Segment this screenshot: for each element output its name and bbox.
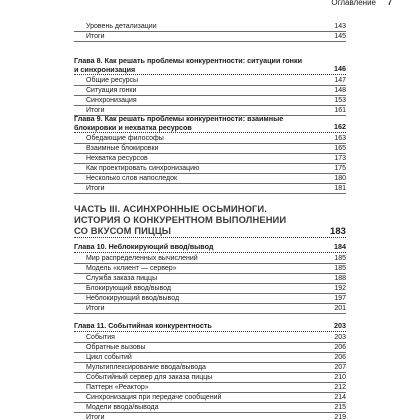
toc-entry-page: 188 <box>334 275 346 282</box>
chapter-heading[interactable] <box>74 321 346 331</box>
toc-entry-page: 212 <box>334 384 346 391</box>
toc-entry[interactable] <box>74 164 346 174</box>
toc-entry-title: Событийный сервер для заказа пиццы <box>86 374 213 381</box>
toc-entry-title: Итоги <box>86 414 105 420</box>
toc-entry-page: 180 <box>334 175 346 182</box>
toc-entry[interactable] <box>74 86 346 96</box>
toc-entry-title: События <box>86 334 115 341</box>
toc-entry-page: 148 <box>334 87 346 94</box>
toc-entry-page: 181 <box>334 185 346 192</box>
toc-entry[interactable] <box>74 274 346 284</box>
toc-entry-title: Синхронизация при передаче сообщений <box>86 394 222 401</box>
running-head-page-number: 7 <box>387 0 392 7</box>
toc-entry[interactable] <box>74 32 346 42</box>
toc-entry[interactable] <box>74 393 346 403</box>
toc-entry[interactable] <box>74 343 346 353</box>
toc-entry-title: Итоги <box>86 107 105 114</box>
toc-entry[interactable] <box>74 154 346 164</box>
toc-entry-title: Обратные вызовы <box>86 344 146 351</box>
toc-block-top <box>74 22 346 42</box>
toc-entry-title: Служба заказа пиццы <box>86 275 158 282</box>
toc-entry-title: Итоги <box>86 305 105 312</box>
chapter-title-line2: блокировки и нехватка ресурсов <box>74 123 192 132</box>
toc-entry-page: 206 <box>334 344 346 351</box>
toc-chapter-9 <box>74 114 346 194</box>
chapter-rule <box>74 331 346 332</box>
chapter-page: 162 <box>334 122 346 131</box>
toc-entry[interactable] <box>74 254 346 264</box>
toc-entry-page: 201 <box>334 305 346 312</box>
toc-entry-title: Модель «клиент — сервер» <box>86 265 177 272</box>
toc-entry-title: Неблокирующий ввод/вывод <box>86 295 180 302</box>
part-rule <box>74 237 346 238</box>
toc-entry-page: 210 <box>334 374 346 381</box>
toc-entry-page: 165 <box>334 145 346 152</box>
toc-entry[interactable] <box>74 304 346 314</box>
toc-entry-page: 147 <box>334 77 346 84</box>
toc-entry[interactable] <box>74 22 346 32</box>
toc-entry-page: 153 <box>334 97 346 104</box>
toc-entry[interactable] <box>74 264 346 274</box>
toc-entry[interactable] <box>74 284 346 294</box>
toc-entry-page: 161 <box>334 107 346 114</box>
toc-entry-title: Нехватка ресурсов <box>86 155 148 162</box>
toc-entry[interactable] <box>74 144 346 154</box>
toc-entry-page: 185 <box>334 265 346 272</box>
toc-entry-page: 175 <box>334 165 346 172</box>
toc-entry-title: Обедающие философы <box>86 135 164 142</box>
toc-entry-title: Модели ввода/вывода <box>86 404 159 411</box>
toc-entry[interactable] <box>74 96 346 106</box>
chapter-title-line1: Глава 9. Как решать проблемы конкурентности: взаимные <box>74 114 284 123</box>
toc-entry[interactable] <box>74 363 346 373</box>
toc-entry-title: Ситуация гонки <box>86 87 137 94</box>
toc-chapter-8 <box>74 56 346 116</box>
toc-entry-title: Общие ресурсы <box>86 77 139 84</box>
part-heading[interactable] <box>74 203 346 236</box>
toc-entry[interactable] <box>74 353 346 363</box>
toc-entry-title: Мультиплексирование ввода/вывода <box>86 364 206 371</box>
toc-entry[interactable] <box>74 174 346 184</box>
toc-entry-title: Взаимные блокировки <box>86 145 159 152</box>
toc-entry-title: Уровень детализации <box>86 23 157 30</box>
toc-entry-title: Блокирующий ввод/вывод <box>86 285 171 292</box>
chapter-heading[interactable] <box>74 242 346 252</box>
chapter-title: Глава 11. Событийная конкурентность <box>74 321 212 330</box>
toc-entry-title: Несколько слов напоследок <box>86 175 178 182</box>
toc-entry-title: Синхронизация <box>86 97 137 104</box>
toc-entry-page: 163 <box>334 135 346 142</box>
toc-entry-page: 192 <box>334 285 346 292</box>
chapter-heading[interactable] <box>74 114 346 132</box>
toc-entry-title: Итоги <box>86 185 105 192</box>
toc-entry[interactable] <box>74 294 346 304</box>
chapter-rule <box>74 252 346 253</box>
toc-entry-page: 215 <box>334 404 346 411</box>
toc-entry-page: 206 <box>334 354 346 361</box>
toc-entry[interactable] <box>74 184 346 194</box>
chapter-rule <box>74 132 346 133</box>
toc-entry[interactable] <box>74 403 346 413</box>
toc-entry[interactable] <box>74 413 346 420</box>
toc-entry[interactable] <box>74 76 346 86</box>
part-title-line1: ЧАСТЬ III. АСИНХРОННЫЕ ОСЬМИНОГИ. <box>74 203 267 214</box>
chapter-title-line2: и синхронизация <box>74 65 136 74</box>
part-title-line3: СО ВКУСОМ ПИЦЦЫ <box>74 225 172 236</box>
toc-entry-title: Как проектировать синхронизацию <box>86 165 200 172</box>
part-title-line2: ИСТОРИЯ О КОНКУРЕНТНОМ ВЫПОЛНЕНИИ <box>74 214 287 225</box>
toc-chapter-10 <box>74 242 346 314</box>
toc-entry-page: 185 <box>334 255 346 262</box>
toc-entry-page: 145 <box>334 33 346 40</box>
part-page: 183 <box>330 225 346 236</box>
chapter-rule <box>74 74 346 75</box>
toc-entry-page: 219 <box>334 414 346 420</box>
toc-entry-page: 207 <box>334 364 346 371</box>
toc-entry[interactable] <box>74 383 346 393</box>
chapter-title: Глава 10. Неблокирующий ввод/вывод <box>74 242 214 251</box>
toc-entry-title: Мир распределенных вычислений <box>86 255 198 262</box>
toc-entry-title: Цикл событий <box>86 354 132 361</box>
chapter-page: 146 <box>334 64 346 73</box>
toc-entry-page: 173 <box>334 155 346 162</box>
toc-entry-page: 214 <box>334 394 346 401</box>
toc-entry-page: 203 <box>334 334 346 341</box>
toc-entry[interactable] <box>74 333 346 343</box>
chapter-page: 203 <box>334 321 346 330</box>
toc-entry-page: 197 <box>334 295 346 302</box>
running-head-title: Оглавление <box>331 0 376 7</box>
toc-chapter-11 <box>74 321 346 420</box>
toc-entry[interactable] <box>74 373 346 383</box>
toc-entry-title: Паттерн «Реактор» <box>86 384 149 391</box>
chapter-page: 184 <box>334 242 346 251</box>
running-head <box>0 0 420 12</box>
chapter-heading[interactable] <box>74 56 346 74</box>
chapter-title-line1: Глава 8. Как решать проблемы конкурентности: ситуации гонки <box>74 56 303 65</box>
toc-entry[interactable] <box>74 134 346 144</box>
toc-entry-title: Итоги <box>86 33 105 40</box>
toc-entry-page: 143 <box>334 23 346 30</box>
